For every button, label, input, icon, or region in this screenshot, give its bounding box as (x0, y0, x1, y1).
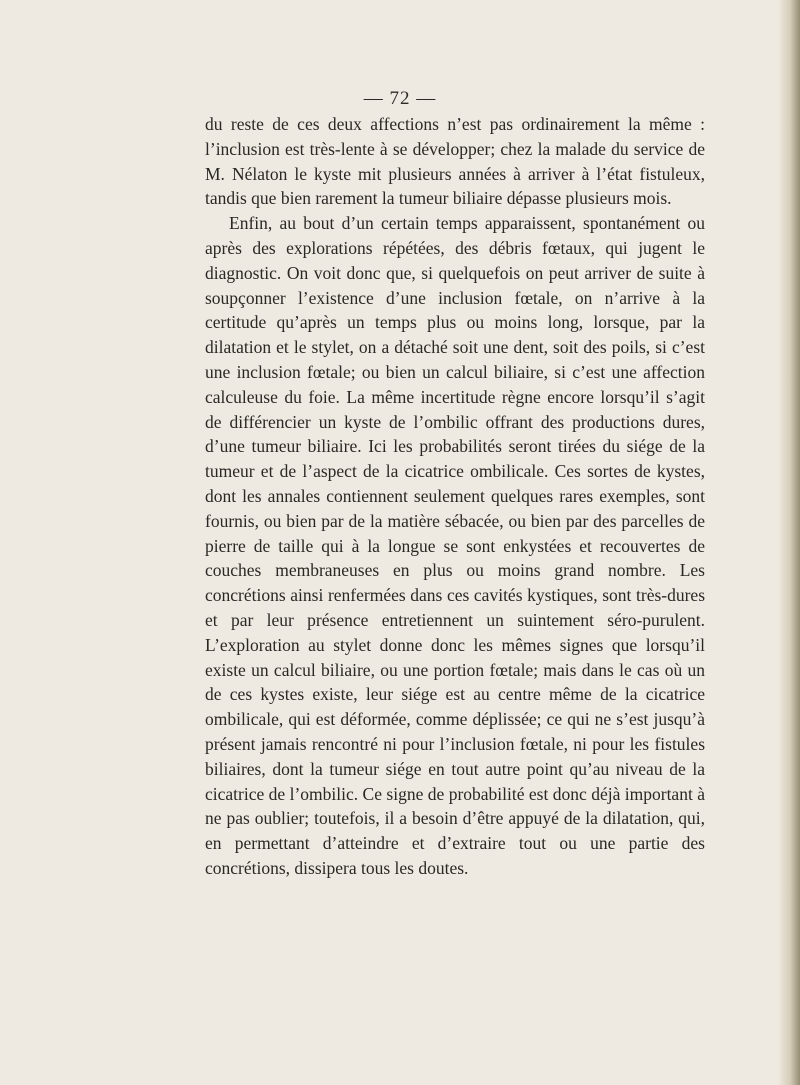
page-edge-shadow (778, 0, 800, 1085)
page-number: — 72 — (363, 88, 437, 109)
paragraph-1: du reste de ces deux affections n’est pas ordinairement la même : l’inclusion est très-lente à se développer; chez la malade du service de M. Nélaton le kyste mit plusieurs années à arriver à l’état fistuleux, tandis que bien rarement la tumeur biliaire dépasse plusieurs mois. (205, 114, 705, 209)
body-text (205, 112, 705, 881)
paragraph-2: Enfin, au bout d’un certain temps apparaissent, spontanément ou après des explorations répétées, des débris fœtaux, qui jugent le diagnostic. On voit donc que, si quelquefois on peut arriver de suite à soupçonner l’existence d’une inclusion fœtale, on n’arrive à la certitude qu’après un temps plus ou moins long, lorsque, par la dilatation et le stylet, on a détaché soit une dent, soit des poils, si c’est une inclusion fœtale; ou bien un calcul biliaire, si c’est une affection calculeuse du foie. La même incertitude règne encore lorsqu’il s’agit de différencier un kyste de l’ombilic offrant des productions dures, d’une tumeur biliaire. Ici les probabilités seront tirées du siége de la tumeur et de l’aspect de la cicatrice ombilicale. Ces sortes de kystes, dont les annales contiennent seulement quelques rares exemples, sont fournis, ou bien par de la matière sébacée, ou bien par des parcelles de pierre de taille qui à la longue se sont enkystées et recouvertes de couches membraneuses en plus ou moins grand nombre. Les concrétions ainsi renfermées dans ces cavités kystiques, sont très-dures et par leur présence entretiennent un suintement séro-purulent. L’exploration au stylet donne donc les mêmes signes que lorsqu’il existe un calcul biliaire, ou une portion fœtale; mais dans le cas où un de ces kystes existe, leur siége est au centre même de la cicatrice ombilicale, qui est déformée, comme déplissée; ce qui ne s’est jusqu’à présent jamais rencontré ni pour l’inclusion fœtale, ni pour les fistules biliaires, dont la tumeur siége en tout autre point qu’au niveau de la cicatrice de l’ombilic. Ce signe de probabilité est donc déjà important à ne pas oublier; toutefois, il a besoin d’être appuyé de la dilatation, qui, en permettant d’atteindre et d’extraire tout ou une partie des concrétions, dissipera tous les doutes. (205, 213, 705, 878)
